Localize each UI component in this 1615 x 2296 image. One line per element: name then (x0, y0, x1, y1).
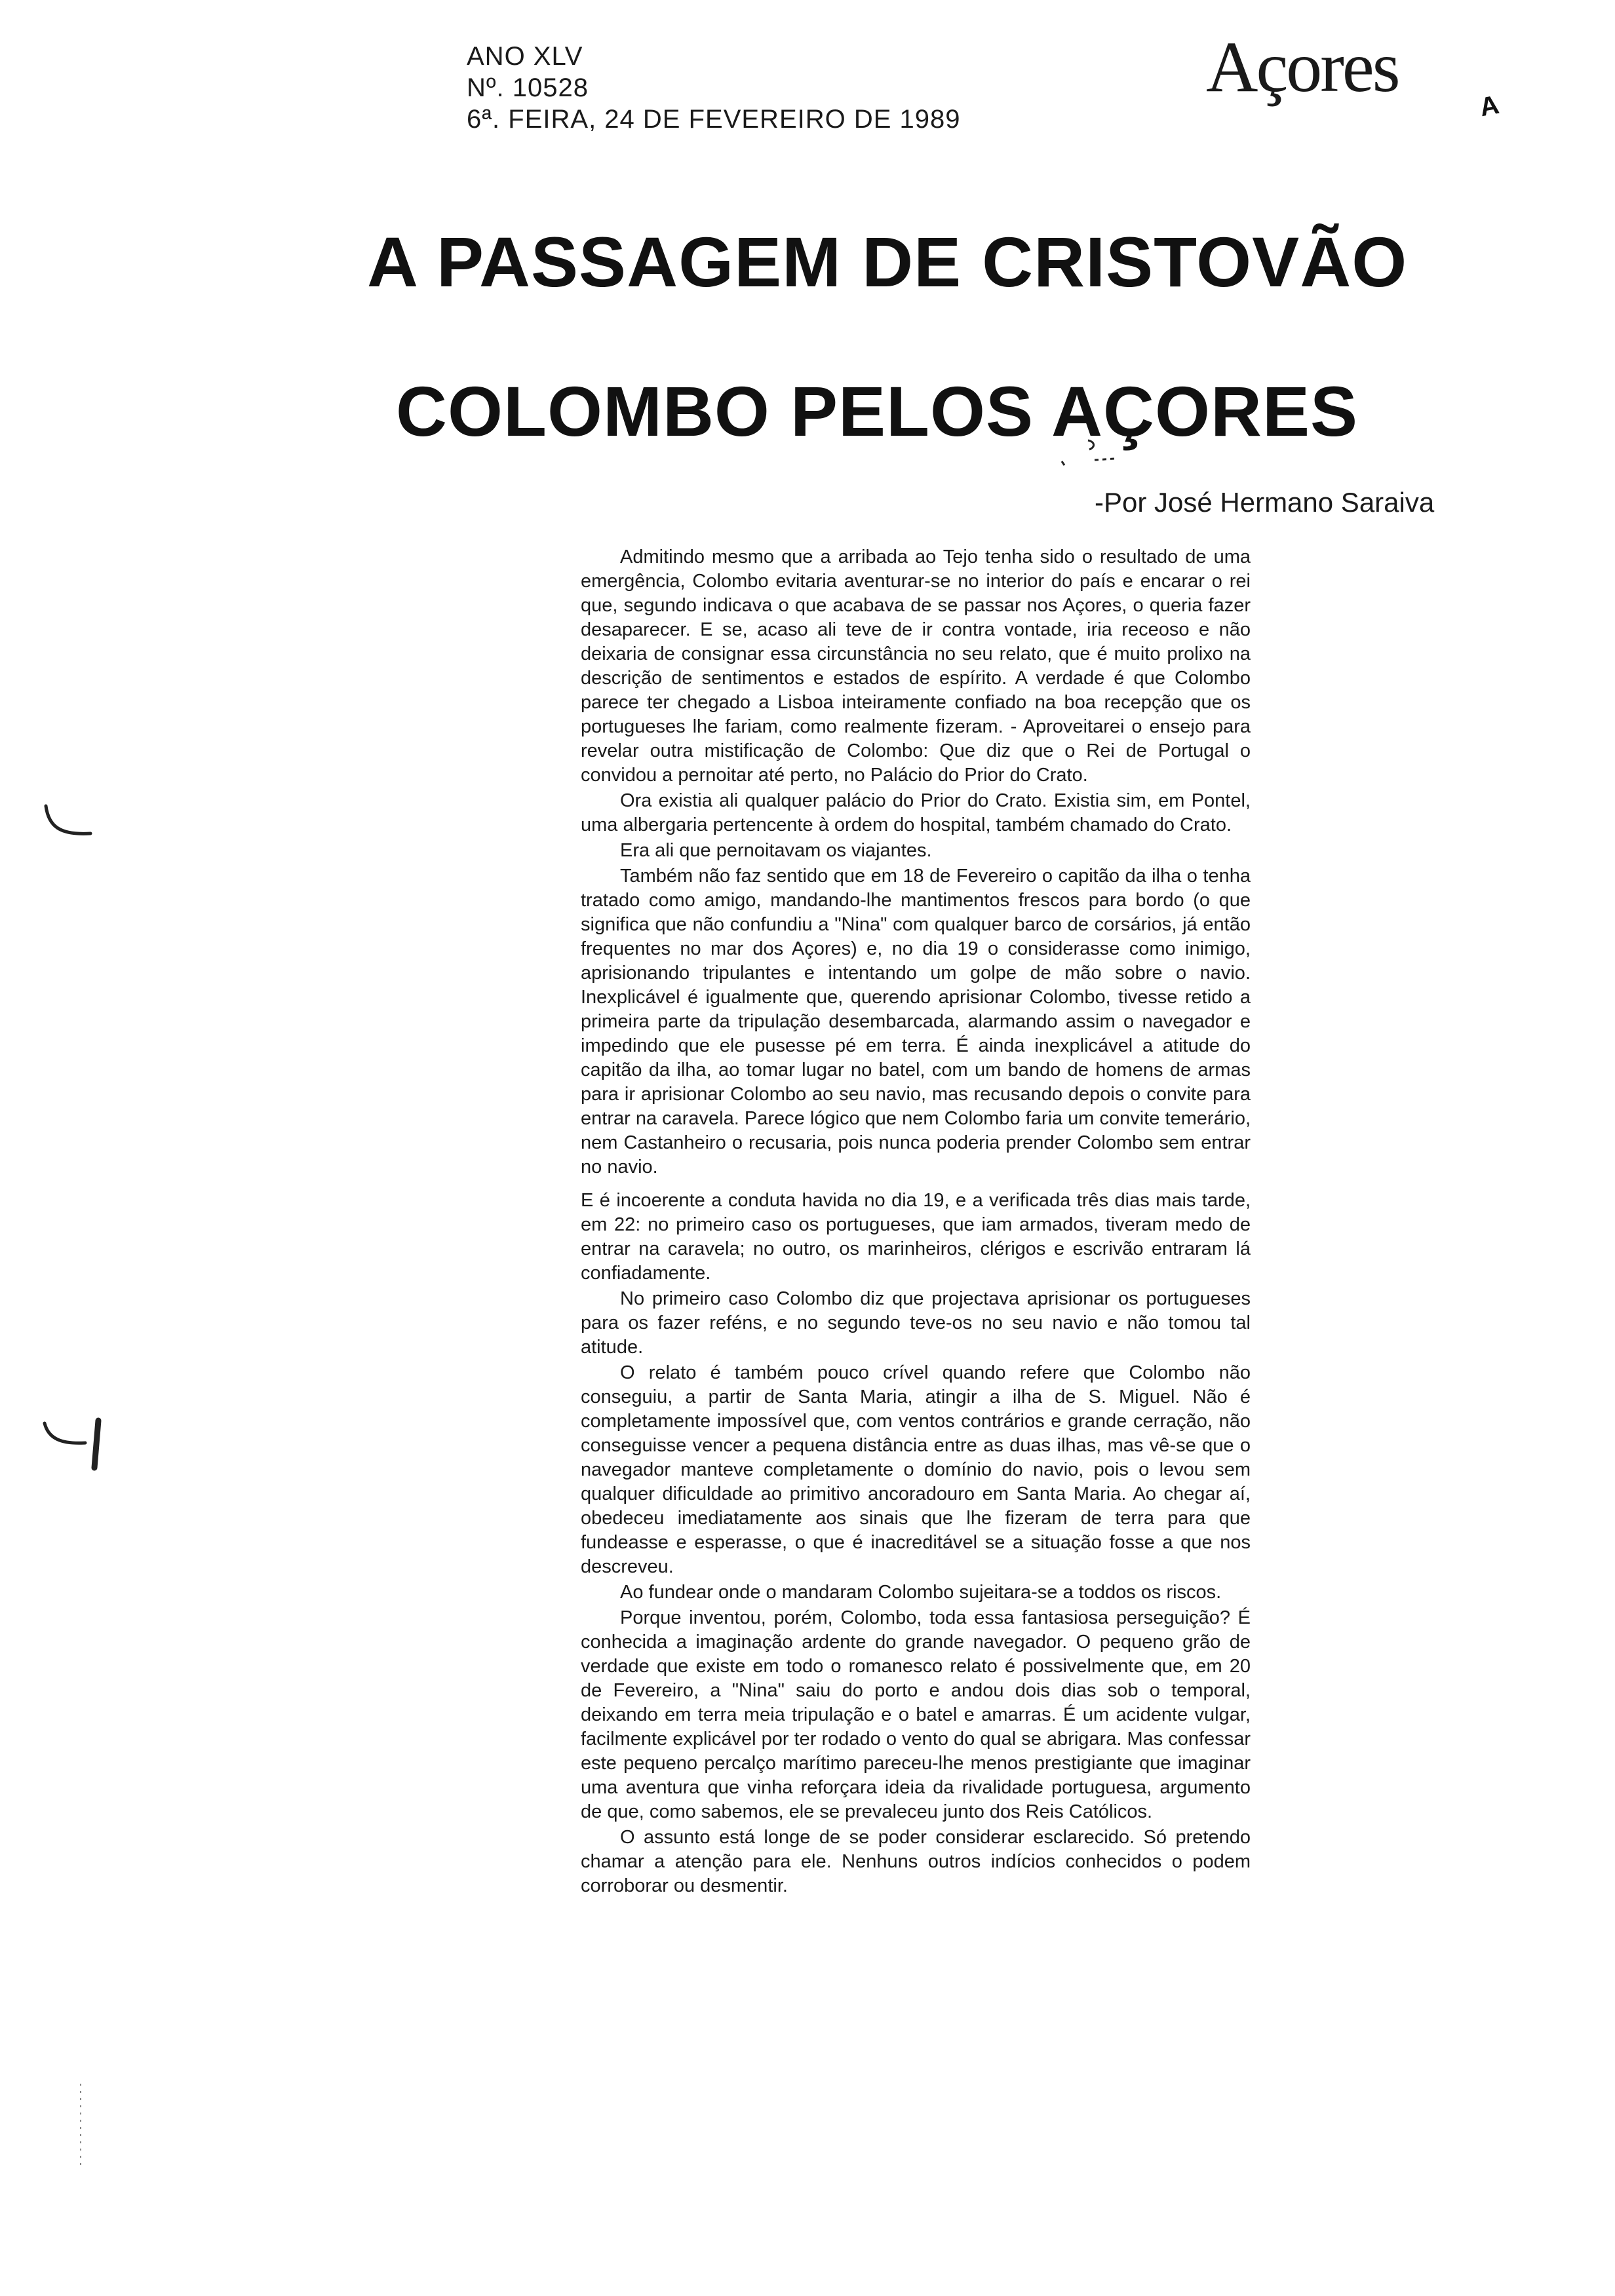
headline-line-2: COLOMBO PELOS AÇORES (396, 372, 1359, 451)
issue-number: Nº. 10528 (467, 73, 589, 102)
margin-pen-mark (39, 799, 98, 845)
paragraph: Ora existia ali qualquer palácio do Prior do Crato. Existia sim, em Pontel, uma albergaria pertencente à ordem do hospital, também chamado do Crato. (581, 790, 1251, 835)
margin-mark: A (1477, 90, 1502, 123)
article-body (581, 545, 1251, 1900)
accent-pen-mark (1049, 435, 1121, 468)
paragraph: Também não faz sentido que em 18 de Fevereiro o capitão da ilha o tenha tratado como amigo, mandando-lhe mantimentos frescos para bordo (o que significa que não confundiu a "Nina" com qualquer barco de corsários, já então frequentes no mar dos Açores) e, no dia 19 o considerasse como inimigo, aprisionando tripulantes e intentando um golpe de mão sobre o navio. Inexplicável é igualmente que, querendo aprisionar Colombo, tivesse retido a primeira parte da tripulação desembarcada, alarmando assim o navegador e impedindo que ele pusesse pé em terra. É ainda inexplicável a atitude do capitão da ilha, ao tomar lugar no batel, com um bando de homens de armas para ir aprisionar Colombo ao seu navio, mas recusando depois o convite para entrar na caravela. Parece lógico que nem Colombo faria um convite temerário, nem Castanheiro o recusaria, pois nunca poderia prender Colombo sem entrar no navio. (581, 866, 1251, 1177)
paragraph: O assunto está longe de se poder considerar esclarecido. Só pretendo chamar a atenção para ele. Nenhuns outros indícios conhecidos o podem corroborar ou desmentir. (581, 1827, 1251, 1896)
paragraph: Ao fundear onde o mandaram Colombo sujeitara-se a toddos os riscos. (620, 1582, 1222, 1603)
volume-label: ANO XLV (467, 42, 583, 71)
margin-pen-mark (39, 1415, 111, 1474)
paragraph: No primeiro caso Colombo diz que projectava aprisionar os portugueses para os fazer reféns, e no segundo teve-os no seu navio e não tomou tal atitude. (581, 1288, 1251, 1358)
byline: -Por José Hermano Saraiva (1095, 487, 1435, 518)
paragraph: E é incoerente a conduta havida no dia 19, e a verificada três dias mais tarde, em 22: no primeiro caso os portugueses, que iam armados, tiveram medo de entrar na caravela; no outro, os marinheiros, clérigos e escrivão entraram lá confiadamente. (581, 1190, 1251, 1284)
margin-dotted-line (77, 2084, 84, 2169)
headline-line-1: A PASSAGEM DE CRISTOVÃO (367, 222, 1408, 301)
publication-date: 6ª. FEIRA, 24 DE FEVEREIRO DE 1989 (467, 105, 961, 134)
paragraph: O relato é também pouco crível quando refere que Colombo não conseguiu, a partir de Santa Maria, atingir a ilha de S. Miguel. Não é completamente impossível que, com ventos contrários e grande cerração, não conseguisse vencer a pequena distância entre as duas ilhas, mas vê-se que o navegador manteve completamente o domínio do navio, pois o levou sem qualquer dificuldade ao primitivo ancoradouro em Santa Maria. Ao chegar aí, obedeceu imediatamente aos sinais que lhe fizeram de terra para que fundeasse e esperasse, o que é inacreditável se a situação fosse a que nos descreveu. (581, 1362, 1251, 1577)
publication-name: Açores (1206, 27, 1399, 107)
paragraph: Era ali que pernoitavam os viajantes. (620, 840, 932, 861)
paragraph: Admitindo mesmo que a arribada ao Tejo tenha sido o resultado de uma emergência, Colombo evitaria aventurar-se no interior do país e encarar o rei que, segundo indicava o que acabava de se passar nos Açores, o queria fazer desaparecer. E se, acaso ali teve de ir contra vontade, iria receoso e não deixaria de consignar essa circunstância no seu relato, que é muito prolixo na descrição de sentimentos e estados de espírito. A verdade é que Colombo parece ter chegado a Lisboa inteiramente confiado na boa recepção que os portugueses lhe fariam, como realmente fizeram. - Aproveitarei o ensejo para revelar outra mistificação de Colombo: Que diz que o Rei de Portugal o convidou a pernoitar até perto, no Palácio do Prior do Crato. (581, 546, 1251, 786)
masthead-info (467, 41, 961, 135)
paragraph: Porque inventou, porém, Colombo, toda essa fantasiosa perseguição? É conhecida a imaginação ardente do grande navegador. O pequeno grão de verdade que existe em todo o romanesco relato é possivelmente que, em 20 de Fevereiro, a "Nina" saiu do porto e andou dois dias sob o temporal, deixando em terra meia tripulação e o batel e amarras. É um acidente vulgar, facilmente explicável por ter rodado o vento do qual se abrigara. Mas confessar este pequeno percalço marítimo pareceu-lhe menos prestigiante que imaginar uma aventura que vinha reforçara ideia da rivalidade portuguesa, argumento de que, como sabemos, ele se prevaleceu junto dos Reis Católicos. (581, 1607, 1251, 1822)
